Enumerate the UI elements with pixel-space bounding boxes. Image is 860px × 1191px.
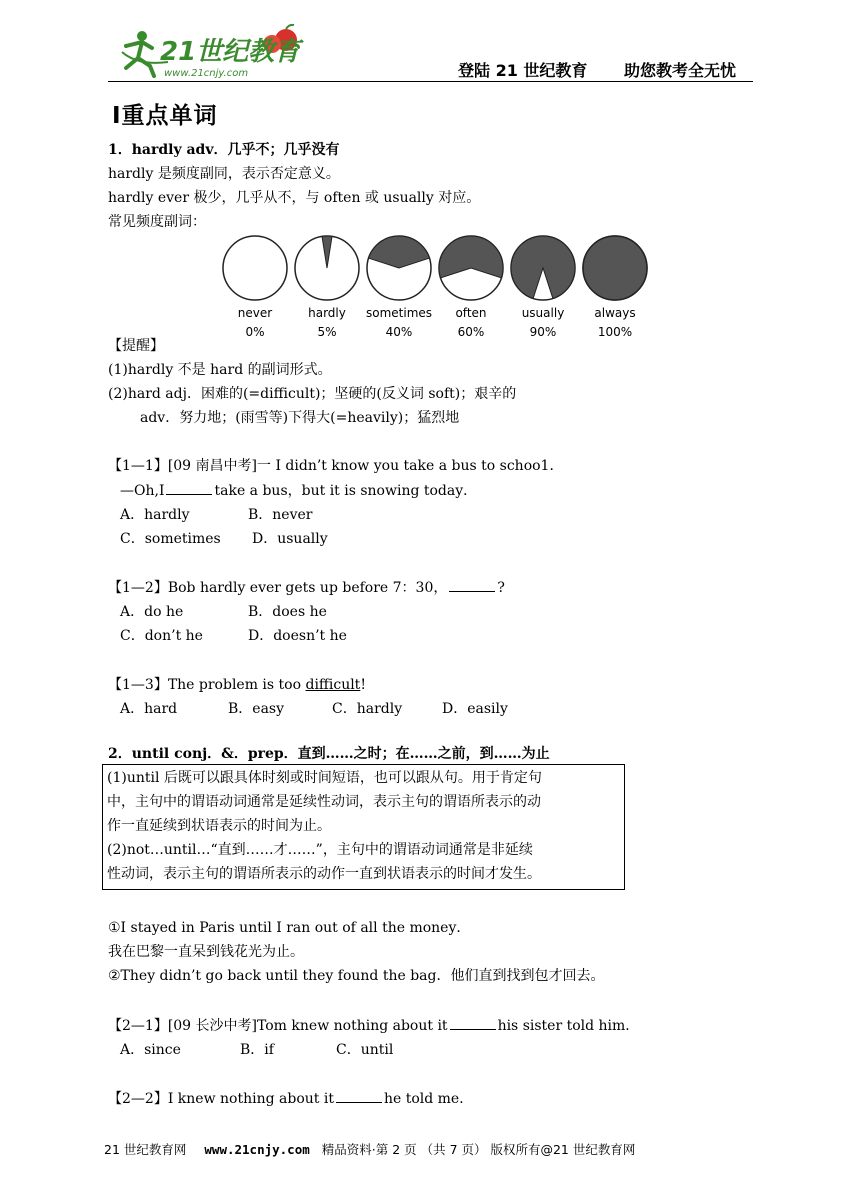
pie-graphic — [507, 234, 579, 302]
question-line — [120, 480, 477, 501]
question-text: ? — [497, 580, 505, 596]
underlined-word: difficult — [305, 677, 361, 693]
option: A．hardly — [120, 507, 190, 523]
pie-label: hardly — [308, 306, 346, 320]
tip-title: 【提醒】 — [108, 338, 164, 354]
option: B．does he — [248, 604, 327, 620]
question-text: —Oh,I — [120, 483, 165, 499]
pie-never — [218, 234, 292, 340]
logo-text: 21世纪教育 — [160, 37, 301, 67]
pie-percent: 5% — [317, 325, 337, 339]
pie-percent: 100% — [597, 325, 633, 339]
option: B．easy — [228, 701, 285, 717]
usage-note-box — [102, 764, 625, 890]
pie-label: never — [237, 306, 273, 320]
tip-line: adv．努力地；(雨雪等)下得大(=heavily)；猛烈地 — [140, 410, 460, 426]
question-text: he told me． — [383, 1091, 474, 1107]
option: C．sometimes — [120, 531, 221, 547]
header-slogan-right: 助您教考全无忧 — [624, 61, 737, 80]
pie-label: often — [455, 306, 487, 320]
pie-always — [578, 234, 652, 340]
option: A．hard — [120, 701, 178, 717]
pie-hardly — [290, 234, 364, 340]
question-text: 【2—2】I knew nothing about it — [108, 1091, 334, 1107]
option: C．until — [336, 1042, 394, 1058]
pie-usually — [506, 234, 580, 340]
note-line: 作一直延续到状语表示的时间为止。 — [107, 818, 331, 834]
pie-sometimes — [362, 234, 436, 340]
logo — [108, 22, 308, 82]
example-line: 我在巴黎一直呆到钱花光为止。 — [108, 944, 304, 960]
question-text: take a bus，but it is snowing today． — [214, 483, 478, 499]
note-line: (1)until 后既可以跟具体时刻或时间短语，也可以跟从句。用于肯定句 — [107, 770, 542, 786]
pie-graphic — [291, 234, 363, 302]
answer-blank — [449, 577, 495, 592]
question-text: 【1—3】The problem is too — [108, 677, 306, 693]
section-title: Ⅰ重点单词 — [112, 103, 218, 129]
item1-line: hardly ever 极少，几乎从不，与 often 或 usually 对应。 — [108, 190, 481, 206]
footer-right: 精品资料·第 2 页 （共 7 页） 版权所有@21 世纪教育网 — [321, 1142, 636, 1157]
pie-percent: 0% — [245, 325, 265, 339]
question-text: ! — [360, 677, 366, 693]
question-line — [108, 675, 366, 695]
question-text: 【2—1】[09 长沙中考]Tom knew nothing about it — [108, 1018, 448, 1034]
option: A．do he — [120, 604, 184, 620]
pie-percent: 90% — [529, 325, 557, 339]
header-slogan-left: 登陆 21 世纪教育 — [458, 61, 588, 80]
question-line — [108, 1088, 473, 1109]
pie-label: always — [594, 306, 636, 320]
question-stem: 【1—1】[09 南昌中考]一 I didn’t know you take a bus to schoo1． — [108, 458, 564, 474]
pie-slice — [583, 236, 647, 300]
pie-percent: 60% — [457, 325, 485, 339]
pie-often — [434, 234, 508, 340]
option: A．since — [120, 1042, 181, 1058]
option: C．hardly — [332, 701, 403, 717]
option: B．never — [248, 507, 313, 523]
pie-graphic — [435, 234, 507, 302]
option: D．usually — [252, 531, 328, 547]
question-text: his sister told him． — [497, 1018, 640, 1034]
question-line — [108, 1015, 639, 1036]
option: D．easily — [442, 701, 508, 717]
note-line: 中，主句中的谓语动词通常是延续性动词，表示主句的谓语所表示的动 — [107, 794, 541, 810]
answer-blank — [336, 1088, 382, 1103]
tip-line: (2)hard adj．困难的(=difficult)；坚硬的(反义词 soft)；艰辛的 — [108, 386, 517, 402]
logo-subtext: www.21cnjy.com — [164, 68, 249, 79]
pie-outline — [223, 236, 287, 300]
pie-label: usually — [521, 306, 565, 320]
question-text: 【1—2】Bob hardly ever gets up before 7：30， — [108, 580, 448, 596]
page-footer — [104, 1140, 635, 1158]
logo-graphic — [108, 22, 308, 82]
note-line: 性动词，表示主句的谓语所表示的动作一直到状语表示的时间才发生。 — [107, 866, 541, 882]
pie-graphic — [219, 234, 291, 302]
option: B．if — [240, 1042, 274, 1058]
example-line: ②They didn’t go back until they found the bag．他们直到找到包才回去。 — [108, 968, 605, 984]
question-line — [108, 577, 505, 598]
option: C．don’t he — [120, 628, 203, 644]
pie-graphic — [579, 234, 651, 302]
footer-left: 21 世纪教育网 — [104, 1142, 187, 1157]
pie-label: sometimes — [365, 306, 433, 320]
item2-title: 2．until conj．&．prep．直到……之时；在……之前，到……为止 — [108, 746, 550, 762]
header-divider — [108, 81, 753, 82]
frequency-pie-chart — [218, 234, 648, 339]
answer-blank — [166, 480, 212, 495]
footer-site: www.21cnjy.com — [204, 1142, 310, 1157]
example-line: ①I stayed in Paris until I ran out of all the money． — [108, 920, 471, 936]
item1-line: hardly 是频度副同，表示否定意义。 — [108, 166, 340, 182]
item1-line: 常见频度副词： — [108, 214, 206, 230]
pie-percent: 40% — [385, 325, 413, 339]
answer-blank — [450, 1015, 496, 1030]
item1-title: 1．hardly adv．几乎不；几乎没有 — [108, 142, 340, 158]
tip-line: (1)hardly 不是 hard 的副词形式。 — [108, 362, 332, 378]
option: D．doesn’t he — [248, 628, 347, 644]
note-line: (2)not…until…“直到……才……”，主句中的谓语动词通常是非延续 — [107, 842, 533, 858]
pie-graphic — [363, 234, 435, 302]
